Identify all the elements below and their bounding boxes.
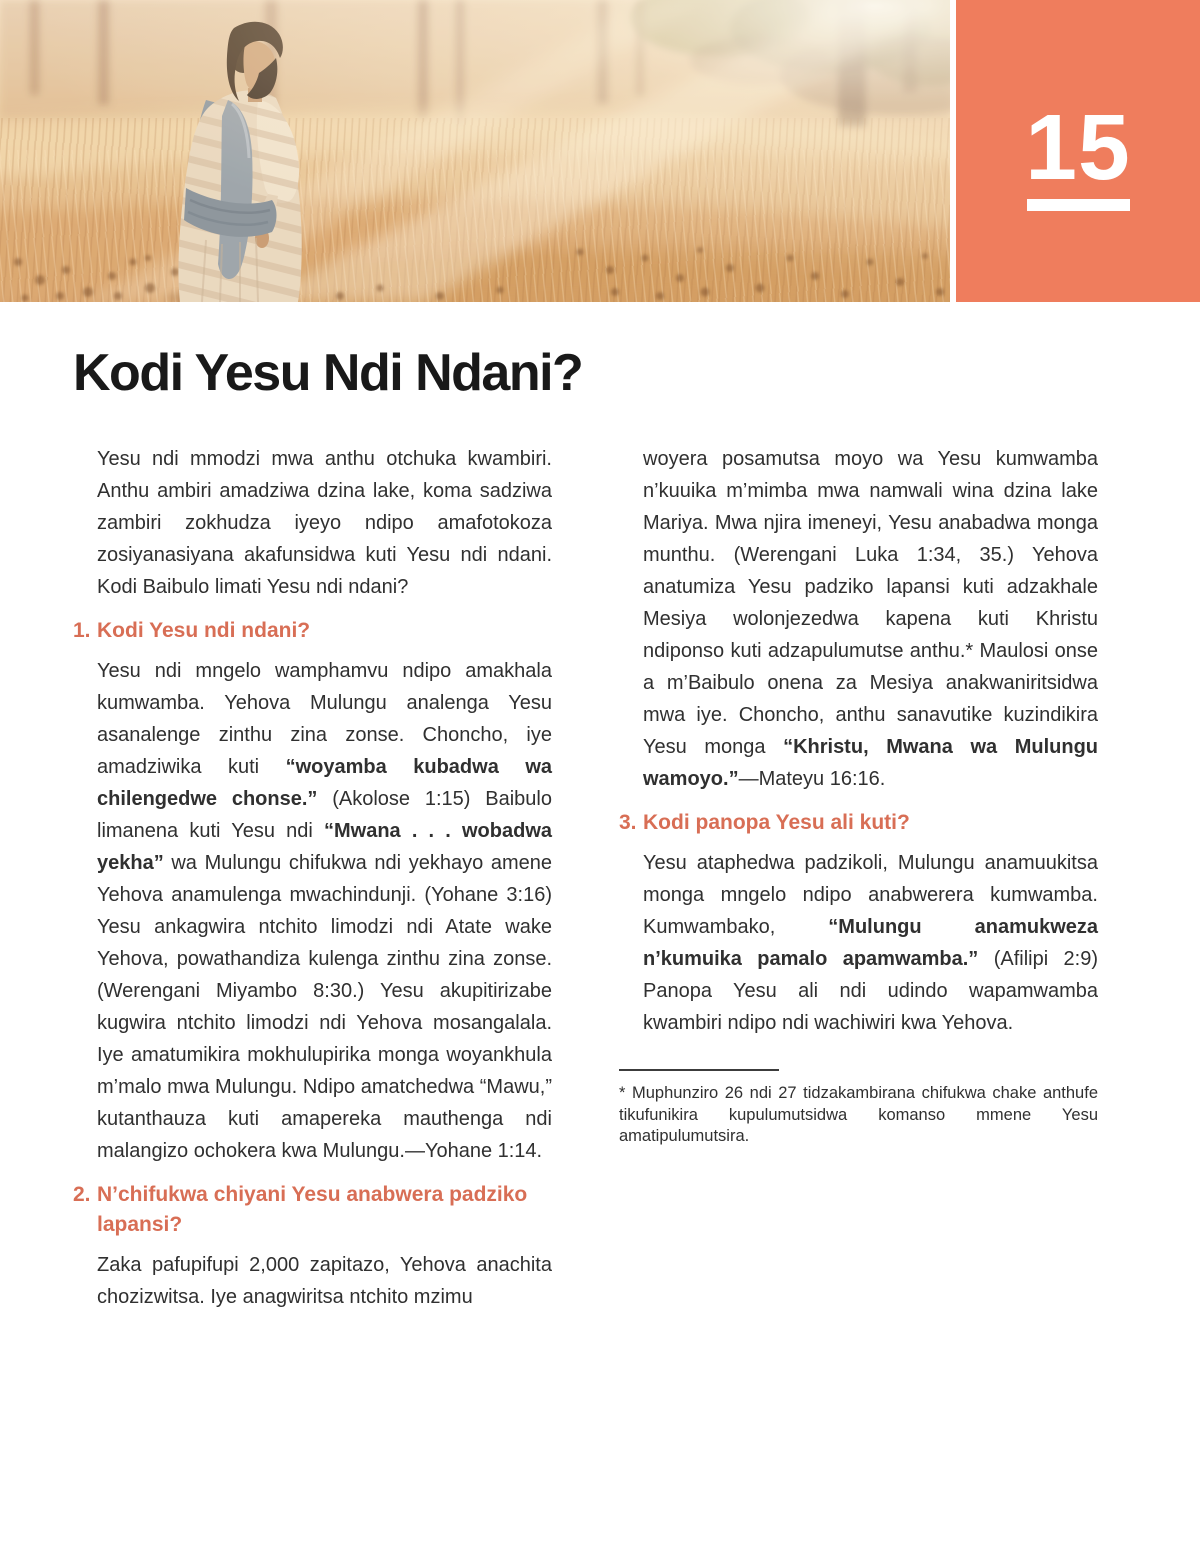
hero-photo-illustration <box>0 0 950 302</box>
footnote-divider <box>619 1069 779 1071</box>
chapter-badge <box>956 0 1200 302</box>
scripture-quote: “Khristu, Mwana wa Mulungu wamoyo.” <box>643 736 1099 790</box>
scripture-quote: “Mwana . . . wobadwa yekha” <box>97 820 552 874</box>
body-paragraph <box>73 1249 552 1313</box>
section-heading-text: N’chifukwa chiyani Yesu anabwera padziko lapansi? <box>97 1183 528 1236</box>
page-title: Kodi Yesu Ndi Ndani? <box>73 344 583 402</box>
scripture-quote: “woyamba kubadwa wa chilengedwe chonse.” <box>97 756 553 810</box>
section-heading-text: Kodi Yesu ndi ndani? <box>97 619 311 642</box>
text-run: Yesu ndi mmodzi mwa anthu otchuka kwambiri. Anthu ambiri amadziwa dzina lake, koma sadziwa zambiri zokhudza iyeyo ndipo amafotokoza zosiyanasiyana akafunsidwa kuti Yesu ndi ndani. Kodi Baibulo limati Yesu ndi ndani? <box>97 448 552 598</box>
text-run: (Akolose 1:15) Baibulo limanena kuti Yesu ndi <box>97 788 552 842</box>
left-column <box>73 443 552 1313</box>
section-heading <box>73 1180 552 1240</box>
section-number: 1. <box>73 619 91 642</box>
hero-photo <box>0 0 950 302</box>
body-paragraph <box>73 443 552 603</box>
text-run: Zaka pafupifupi 2,000 zapitazo, Yehova anachita chozizwitsa. Iye anagwiritsa ntchito mzimu <box>97 1254 552 1308</box>
right-column <box>619 443 1098 1313</box>
text-run: (Afilipi 2:9) Panopa Yesu ali ndi udindo wapamwamba kwambiri ndipo ndi wachiwiri kwa Yehova. <box>643 948 1098 1034</box>
section-heading-text: Kodi panopa Yesu ali kuti? <box>643 811 910 834</box>
text-run: Yesu ndi mngelo wamphamvu ndipo amakhala kumwamba. Yehova Mulungu analenga Yesu asanalenge zinthu zina zonse. Choncho, iye amadziwika kuti <box>97 660 552 778</box>
text-run: wa Mulungu chifukwa ndi yekhayo amene Yehova anamulenga mwachindunji. (Yohane 3:16) Yesu ankagwira ntchito limodzi ndi Atate wake Yehova, powathandiza kulenga zinthu zina zonse. (Werengani Miyambo 8:30.) Yesu akupitirizabe kugwira ntchito limodzi ndi Yehova mosangalala. Iye amatumikira mokhulupirika monga woyankhula m’malo mwa Mulungu. Ndipo amatchedwa “Mawu,” kutanthauza kuti amapereka mauthenga ndi malangizo ochokera kwa Mulungu.—Yohane 1:14. <box>97 852 552 1162</box>
text-run: —Mateyu 16:16. <box>738 768 886 790</box>
article-body <box>73 443 1098 1313</box>
text-run: woyera posamutsa moyo wa Yesu kumwamba n’kuuika m’mimba mwa namwali wina dzina lake Mariya. Mwa njira imeneyi, Yesu anabadwa monga munthu. (Werengani Luka 1:34, 35.) Yehova anatumiza Yesu padziko lapansi kuti adzakhale Mesiya wolonjezedwa kapena kuti Khristu ndiponso kuti adzapulumutse anthu.* Maulosi onse a m’Baibulo onena za Mesiya anakwaniritsidwa mwa iye. Choncho, anthu sanavutike kuzindikira Yesu monga <box>643 448 1098 758</box>
section-number: 2. <box>73 1183 91 1206</box>
footnote-text: * Muphunziro 26 ndi 27 tidzakambirana chifukwa chake anthufe tikufunikira kupulumutsidwa komanso mmene Yesu amatipulumutsira. <box>619 1084 1098 1145</box>
body-paragraph <box>619 847 1098 1039</box>
section-number: 3. <box>619 811 637 834</box>
chapter-number: 15 <box>1025 95 1131 199</box>
body-paragraph <box>73 655 552 1167</box>
scripture-quote: “Mulungu anamukweza n’kumuika pamalo apamwamba.” <box>643 916 1098 970</box>
body-paragraph-continuation <box>619 443 1098 795</box>
section-heading <box>619 808 1098 838</box>
text-run: Yesu ataphedwa padzikoli, Mulungu anamuukitsa monga mngelo ndipo anabwerera kumwamba. Kumwambako, <box>643 852 1098 938</box>
section-heading <box>73 616 552 646</box>
chapter-underline <box>1027 199 1130 211</box>
